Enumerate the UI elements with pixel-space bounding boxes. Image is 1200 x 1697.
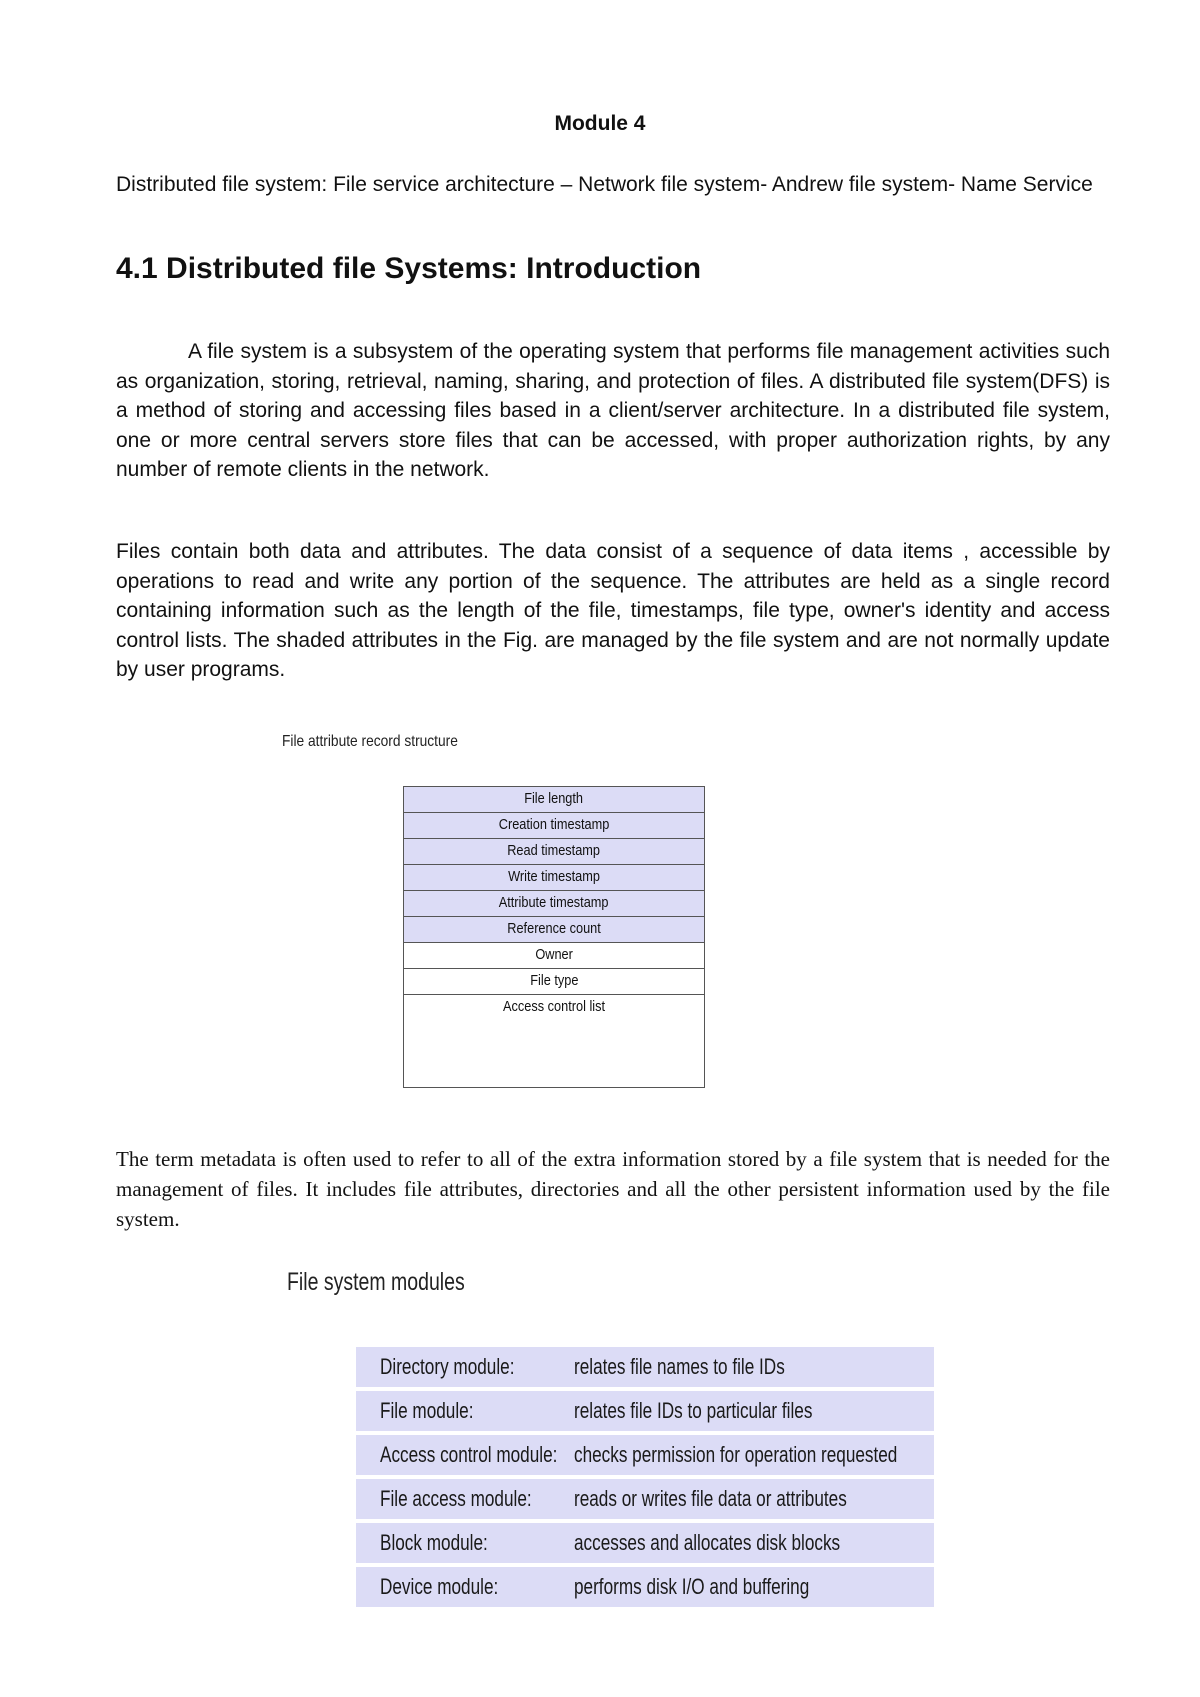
attribute-row: Read timestamp <box>404 839 704 865</box>
module-name: Access control module: <box>380 1442 558 1467</box>
figure-attribute-record-caption: File attribute record structure <box>282 733 458 750</box>
module-row <box>356 1479 934 1519</box>
module-title: Module 4 <box>554 112 646 135</box>
file-system-modules-table <box>356 1347 934 1611</box>
attribute-row: Creation timestamp <box>404 813 704 839</box>
attribute-row: Access control list <box>404 995 704 1087</box>
module-row <box>356 1523 934 1563</box>
module-name: Device module: <box>380 1574 499 1599</box>
module-description: accesses and allocates disk blocks <box>574 1530 841 1555</box>
module-row <box>356 1567 934 1607</box>
module-description: checks permission for operation requested <box>574 1442 898 1467</box>
attribute-row: Write timestamp <box>404 865 704 891</box>
module-name: Directory module: <box>380 1354 515 1379</box>
module-name: Block module: <box>380 1530 488 1555</box>
attribute-row: Attribute timestamp <box>404 891 704 917</box>
module-description: relates file IDs to particular files <box>574 1398 813 1423</box>
attribute-row: Owner <box>404 943 704 969</box>
module-description: reads or writes file data or attributes <box>574 1486 847 1511</box>
module-row <box>356 1347 934 1387</box>
attribute-row: Reference count <box>404 917 704 943</box>
module-name: File access module: <box>380 1486 532 1511</box>
attributes-paragraph: Files contain both data and attributes. The data consist of a sequence of data items , accessible by operations to read and write any portion of the sequence. The attributes are held as a single record containing information such as the length of the file, timestamps, file type, owner's identity and access control lists. The shaded attributes in the Fig. are managed by the file system and are not normally update by user programs. <box>116 540 1110 681</box>
syllabus-topics: Distributed file system: File service architecture – Network file system- Andrew file system- Name Service <box>116 173 1093 196</box>
metadata-paragraph: The term metadata is often used to refer to all of the extra information stored by a file system that is needed for the management of files. It includes file attributes, directories and all the other persistent information used by the file system. <box>116 1147 1110 1231</box>
module-row <box>356 1435 934 1475</box>
module-description: performs disk I/O and buffering <box>574 1574 810 1599</box>
figure-modules-caption: File system modules <box>287 1268 465 1296</box>
module-row <box>356 1391 934 1431</box>
attribute-row: File length <box>404 787 704 813</box>
module-name: File module: <box>380 1398 474 1423</box>
file-attribute-record-table <box>403 786 705 1088</box>
section-heading: 4.1 Distributed file Systems: Introduction <box>116 252 702 285</box>
attribute-row: File type <box>404 969 704 995</box>
intro-paragraph: A file system is a subsystem of the operating system that performs file management activities such as organization, storing, retrieval, naming, sharing, and protection of files. A distributed file system(DFS) is a method of storing and accessing files based in a client/server architecture. In a distributed file system, one or more central servers store files that can be accessed, with proper authorization rights, by any number of remote clients in the network. <box>116 340 1110 481</box>
module-description: relates file names to file IDs <box>574 1354 785 1379</box>
